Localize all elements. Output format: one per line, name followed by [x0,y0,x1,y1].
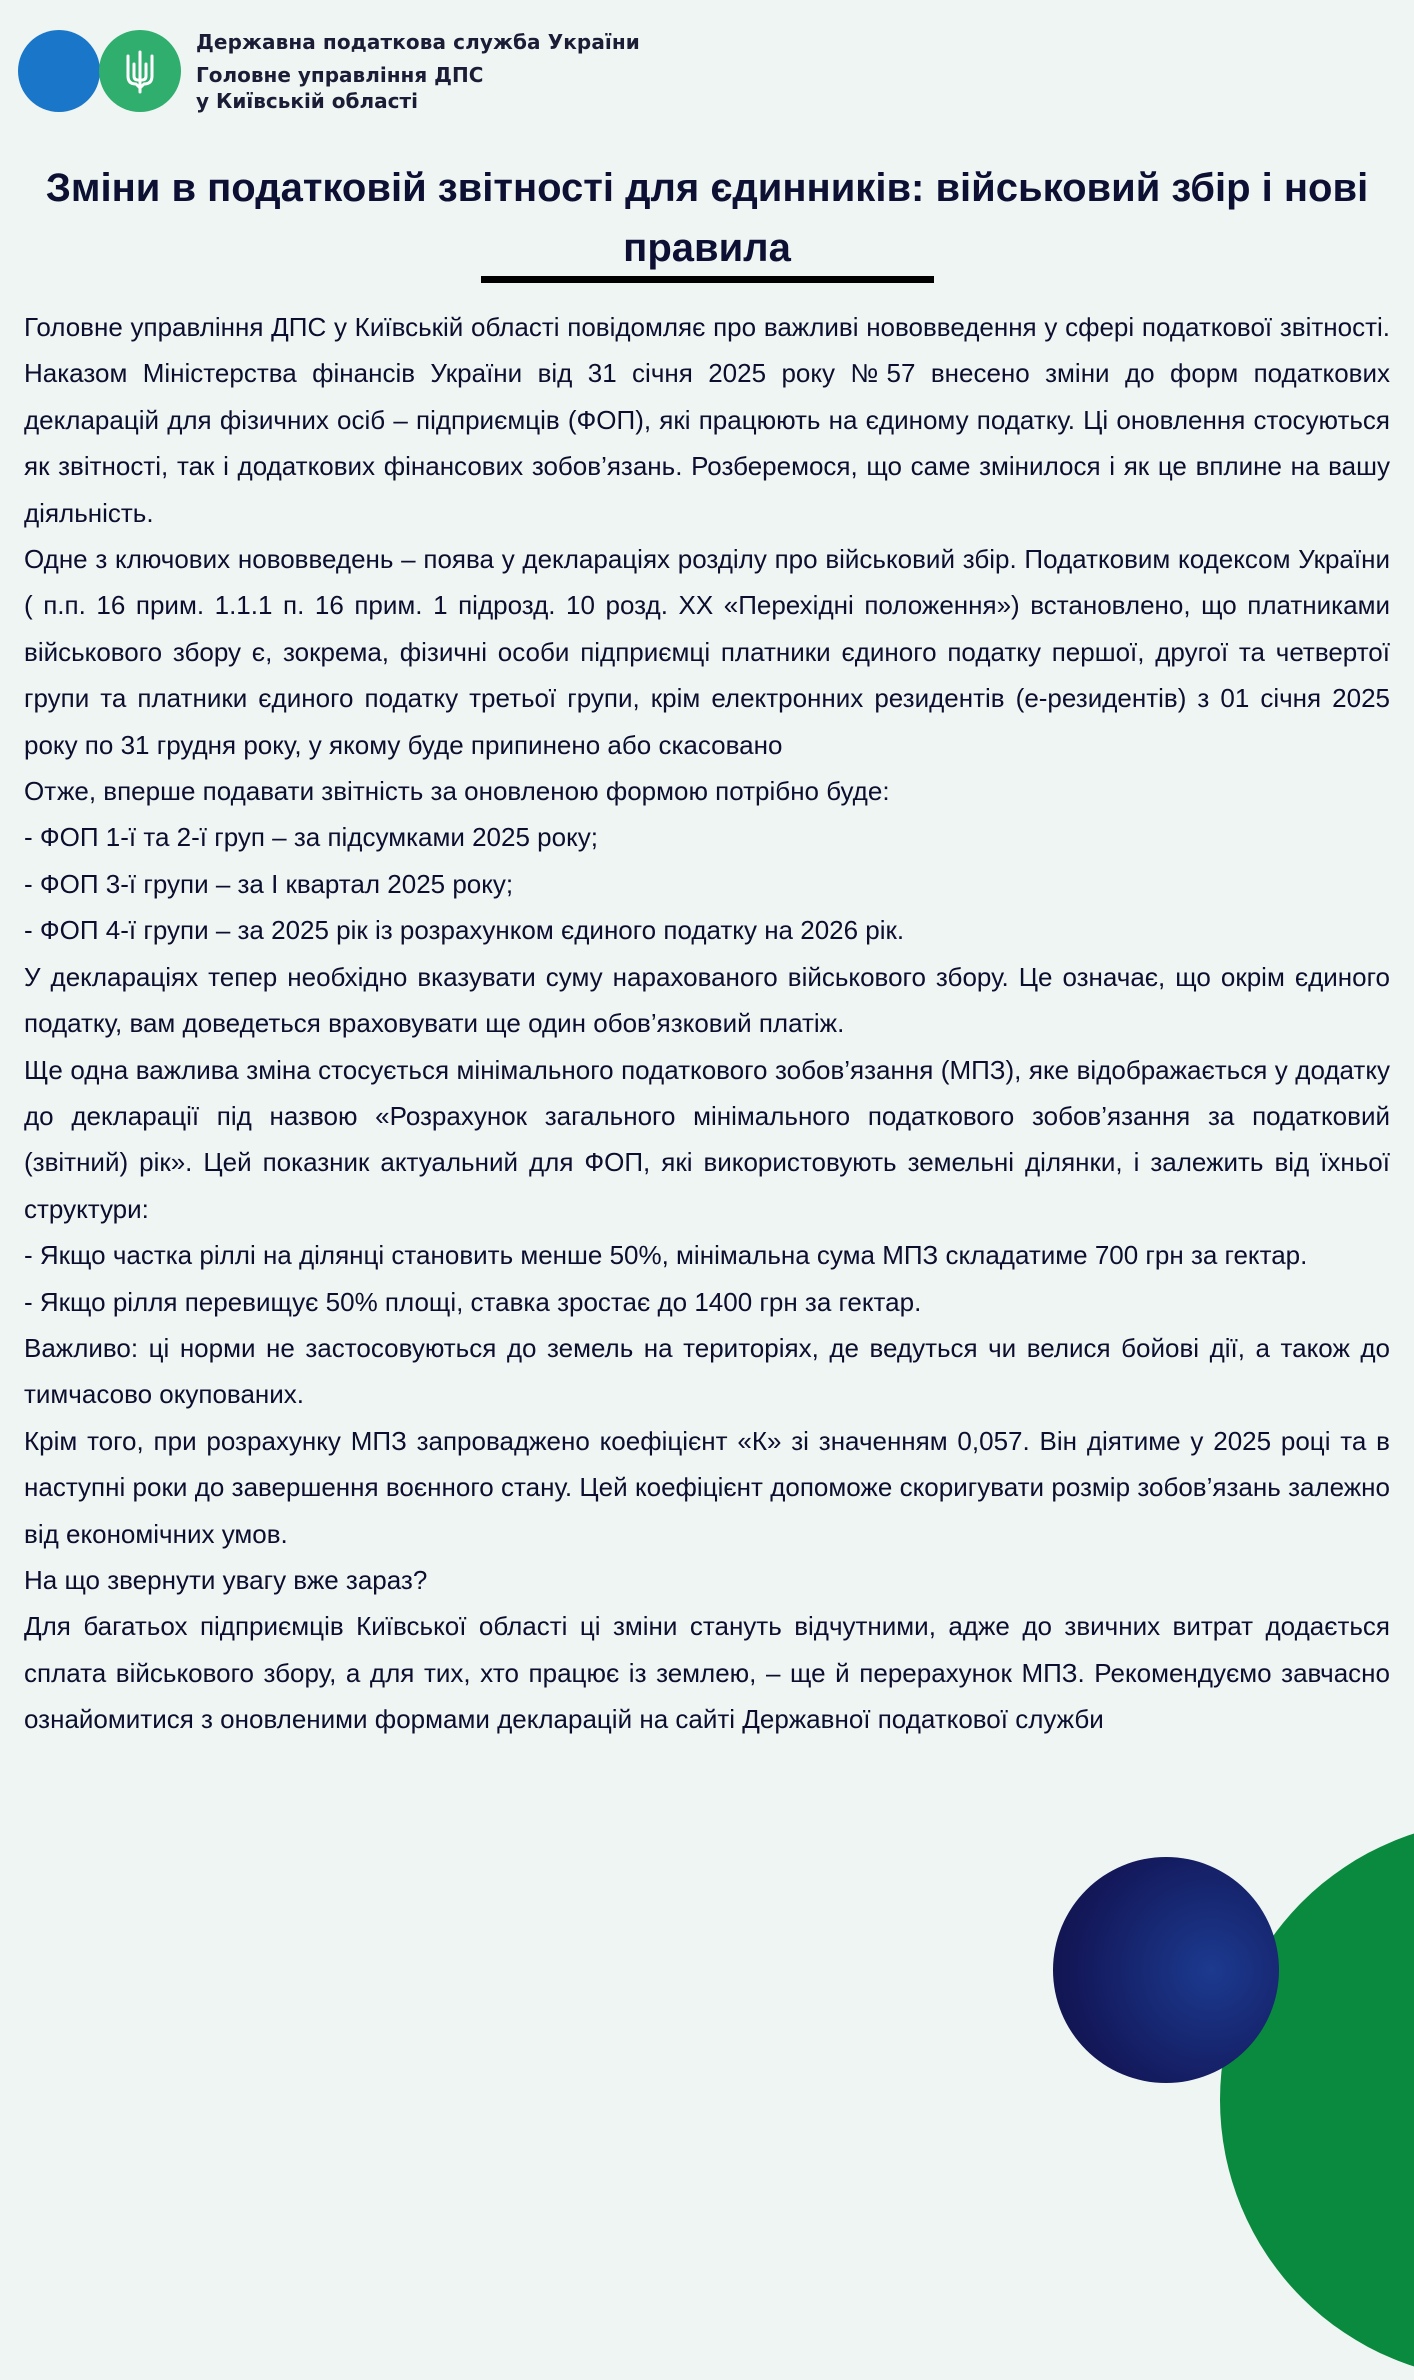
paragraph: Отже, вперше подавати звітність за оновленою формою потрібно буде: [24,776,890,807]
paragraph: Важливо: ці норми не застосовуються до земель на територіях, де ведуться чи велися бойові дії, а також до тимчасово окупованих. [24,1332,1390,1410]
list-item: - ФОП 1-ї та 2-ї груп – за підсумками 2025 року; [24,822,598,853]
article-body [24,304,1390,1743]
list-item: - Якщо частка ріллі на ділянці становить менше 50%, мінімальна сума МПЗ складатиме 700 грн за гектар. [24,1240,1308,1271]
page-title: Зміни в податковій звітності для єдинників: військовий збір і нові правила [45,166,1369,270]
list-item: - Якщо рілля перевищує 50% площі, ставка зростає до 1400 грн за гектар. [24,1286,922,1317]
header [18,28,658,114]
logo-green-circle [99,30,181,112]
paragraph: Одне з ключових нововведень – поява у деклараціях розділу про військовий збір. Податковим кодексом України ( п.п. 16 прим. 1.1.1 п. 16 прим. 1 підрозд. 10 розд. XX «Перехідні положення») встановлено, що платниками військового збору є, зокрема, фізичні особи підприємці платники єдиного податку першої, другої та четвертої групи та платники єдиного податку третьої групи, крім електронних резидентів (е-резидентів) з 01 січня 2025 року по 31 грудня року, у якому буде припинено або скасовано [24,544,1390,760]
trident-icon [124,50,156,94]
org-line-2: Головне управління ДПС [196,63,484,87]
paragraph: У деклараціях тепер необхідно вказувати суму нарахованого військового збору. Це означає, що окрім єдиного податку, вам доведеться враховувати ще один обов’язковий платіж. [24,961,1390,1039]
subheading: На що звернути увагу вже зараз? [24,1564,428,1595]
logo-blue-circle [18,30,100,112]
list-item: - ФОП 3-ї групи – за I квартал 2025 року; [24,868,514,899]
paragraph: Головне управління ДПС у Київській області повідомляє про важливі нововведення у сфері податкової звітності. Наказом Міністерства фінансів України від 31 січня 2025 року №57 внесено зміни до форм податкових декларацій для фізичних осіб – підприємців (ФОП), які працюють на єдиному податку. Ці оновлення стосуються як звітності, так і додаткових фінансових зобов’язань. Розберемося, що саме змінилося і як це вплине на вашу діяльність. [24,312,1390,528]
decorative-navy-circle [1053,1857,1279,2083]
list-item: - ФОП 4-ї групи – за 2025 рік із розрахунком єдиного податку на 2026 рік. [24,915,905,946]
paragraph: Для багатьох підприємців Київської області ці зміни стануть відчутними, адже до звичних витрат додається сплата військового збору, а для тих, хто працює із землею, – ще й перерахунок МПЗ. Рекомендуємо завчасно ознайомитися з оновленими формами декларацій на сайті Державної податкової служби [24,1611,1390,1735]
paragraph: Ще одна важлива зміна стосується мінімального податкового зобов’язання (МПЗ), яке відображається у додатку до декларації під назвою «Розрахунок загального мінімального податкового зобов’язання за податковий (звітний) рік». Цей показник актуальний для ФОП, які використовують земельні ділянки, і залежить від їхньої структури: [24,1054,1390,1224]
paragraph: Крім того, при розрахунку МПЗ запроваджено коефіцієнт «К» зі значенням 0,057. Він діятиме у 2025 році та в наступні роки до завершення воєнного стану. Цей коефіцієнт допоможе скоригувати розмір зобов’язань залежно від економічних умов. [24,1425,1390,1549]
org-line-3: у Київській області [196,89,418,113]
org-name-block [196,28,640,114]
org-line-1: Державна податкова служба України [196,30,640,54]
title-underline [481,276,934,283]
